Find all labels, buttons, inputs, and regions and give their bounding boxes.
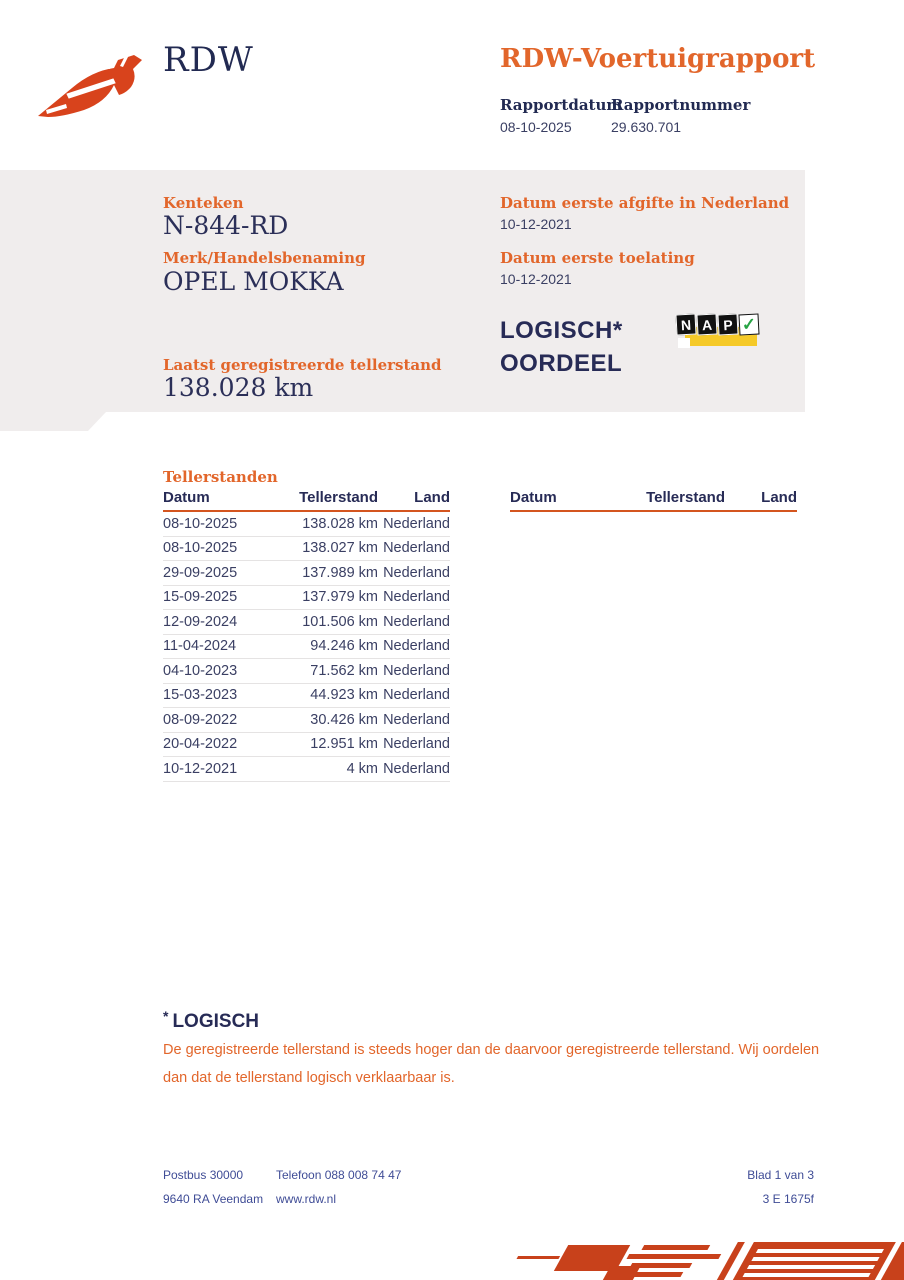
- table-row: [163, 684, 450, 709]
- first-issue-label: Datum eerste afgifte in Nederland: [500, 194, 790, 212]
- row-country: Nederland: [383, 711, 450, 728]
- nap-logo-white-square: [678, 338, 690, 348]
- row-date: 11-04-2024: [163, 638, 237, 655]
- verdict-explanation-heading: [163, 1008, 259, 1033]
- row-odometer: 71.562 km: [310, 662, 378, 679]
- page-title: RDW-Voertuigrapport: [500, 44, 816, 74]
- row-country: Nederland: [383, 638, 450, 655]
- row-odometer: 94.246 km: [310, 638, 378, 655]
- column-header-datum: Datum: [163, 489, 210, 506]
- verdict-asterisk: *: [163, 1008, 169, 1024]
- table-row: [163, 537, 450, 562]
- row-odometer: 30.426 km: [310, 711, 378, 728]
- column-header-datum: Datum: [510, 489, 557, 506]
- table-row: [163, 708, 450, 733]
- table-row: [163, 757, 450, 782]
- row-country: Nederland: [383, 760, 450, 777]
- merk-label: Merk/Handelsbenaming: [163, 249, 366, 267]
- kenteken-value: N-844-RD: [163, 211, 289, 240]
- odometer-table-left: [163, 489, 450, 782]
- row-country: Nederland: [383, 736, 450, 753]
- row-odometer: 138.027 km: [302, 540, 378, 557]
- odometer-section-title: Tellerstanden: [163, 468, 278, 486]
- nap-letter-n: N: [675, 313, 696, 335]
- table-row: [163, 610, 450, 635]
- nap-check-icon: ✓: [738, 313, 759, 335]
- row-date: 20-04-2022: [163, 736, 238, 753]
- report-date-label: Rapportdatum: [500, 96, 623, 114]
- table-body: [163, 512, 450, 782]
- row-date: 08-09-2022: [163, 711, 238, 728]
- footer-phone: Telefoon 088 008 74 47: [276, 1168, 402, 1182]
- row-odometer: 4 km: [346, 760, 378, 777]
- table-row: [163, 586, 450, 611]
- report-number-label: Rapportnummer: [611, 96, 751, 114]
- table-row: [163, 659, 450, 684]
- odometer-table-right: [510, 489, 797, 512]
- row-odometer: 101.506 km: [302, 613, 378, 630]
- row-date: 08-10-2025: [163, 515, 238, 532]
- column-header-land: Land: [414, 489, 450, 506]
- row-date: 15-03-2023: [163, 687, 238, 704]
- row-odometer: 137.989 km: [302, 564, 378, 581]
- last-odometer-value: 138.028 km: [163, 373, 314, 402]
- row-odometer: 44.923 km: [310, 687, 378, 704]
- verdict-headline: [500, 314, 623, 380]
- first-admission-value: 10-12-2021: [500, 271, 572, 287]
- report-number-value: 29.630.701: [611, 119, 682, 135]
- row-odometer: 137.979 km: [302, 589, 378, 606]
- first-admission-label: Datum eerste toelating: [500, 249, 695, 267]
- nap-logo: [676, 312, 766, 354]
- verdict-headline-line2: OORDEEL: [500, 350, 623, 377]
- row-country: Nederland: [383, 662, 450, 679]
- row-country: Nederland: [383, 540, 450, 557]
- row-odometer: 12.951 km: [310, 736, 378, 753]
- row-country: Nederland: [383, 515, 450, 532]
- report-date-value: 08-10-2025: [500, 119, 572, 135]
- row-country: Nederland: [383, 564, 450, 581]
- table-header-row: [510, 489, 797, 512]
- last-odometer-label: Laatst geregistreerde tellerstand: [163, 356, 442, 374]
- row-odometer: 138.028 km: [302, 515, 378, 532]
- footer-address-line2: 9640 RA Veendam: [163, 1192, 264, 1206]
- first-issue-value: 10-12-2021: [500, 216, 572, 232]
- table-row: [163, 561, 450, 586]
- panel-corner-tab: [0, 412, 106, 431]
- nap-letter-a: A: [696, 313, 717, 335]
- column-header-tellerstand: Tellerstand: [646, 489, 725, 506]
- row-date: 29-09-2025: [163, 564, 238, 581]
- table-row: [163, 635, 450, 660]
- row-date: 04-10-2023: [163, 662, 238, 679]
- rdw-logo-icon: [36, 40, 148, 122]
- row-country: Nederland: [383, 589, 450, 606]
- row-date: 08-10-2025: [163, 540, 238, 557]
- verdict-explanation-text: De geregistreerde tellerstand is steeds hoger dan de daarvoor geregistreerde tellerstand. Wij oordelen dan dat de tellerstand logisch verklaarbaar is.: [163, 1042, 820, 1086]
- rdw-stripes-decoration-icon: [505, 1240, 904, 1280]
- nap-letter-p: P: [717, 313, 738, 335]
- footer-address-line1: Postbus 30000: [163, 1168, 244, 1182]
- row-date: 15-09-2025: [163, 589, 238, 606]
- column-header-tellerstand: Tellerstand: [299, 489, 378, 506]
- footer-doc-code: 3 E 1675f: [762, 1192, 814, 1206]
- merk-value: OPEL MOKKA: [163, 267, 344, 296]
- row-date: 10-12-2021: [163, 760, 238, 777]
- verdict-headline-line1: LOGISCH*: [500, 317, 623, 344]
- brand-wordmark: RDW: [163, 40, 254, 80]
- row-country: Nederland: [383, 613, 450, 630]
- verdict-title: LOGISCH: [172, 1011, 260, 1032]
- table-header-row: [163, 489, 450, 512]
- table-row: [163, 512, 450, 537]
- footer-page-indicator: Blad 1 van 3: [747, 1168, 814, 1182]
- kenteken-label: Kenteken: [163, 194, 244, 212]
- table-row: [163, 733, 450, 758]
- footer-website-link[interactable]: www.rdw.nl: [276, 1192, 337, 1206]
- row-date: 12-09-2024: [163, 613, 238, 630]
- column-header-land: Land: [761, 489, 797, 506]
- row-country: Nederland: [383, 687, 450, 704]
